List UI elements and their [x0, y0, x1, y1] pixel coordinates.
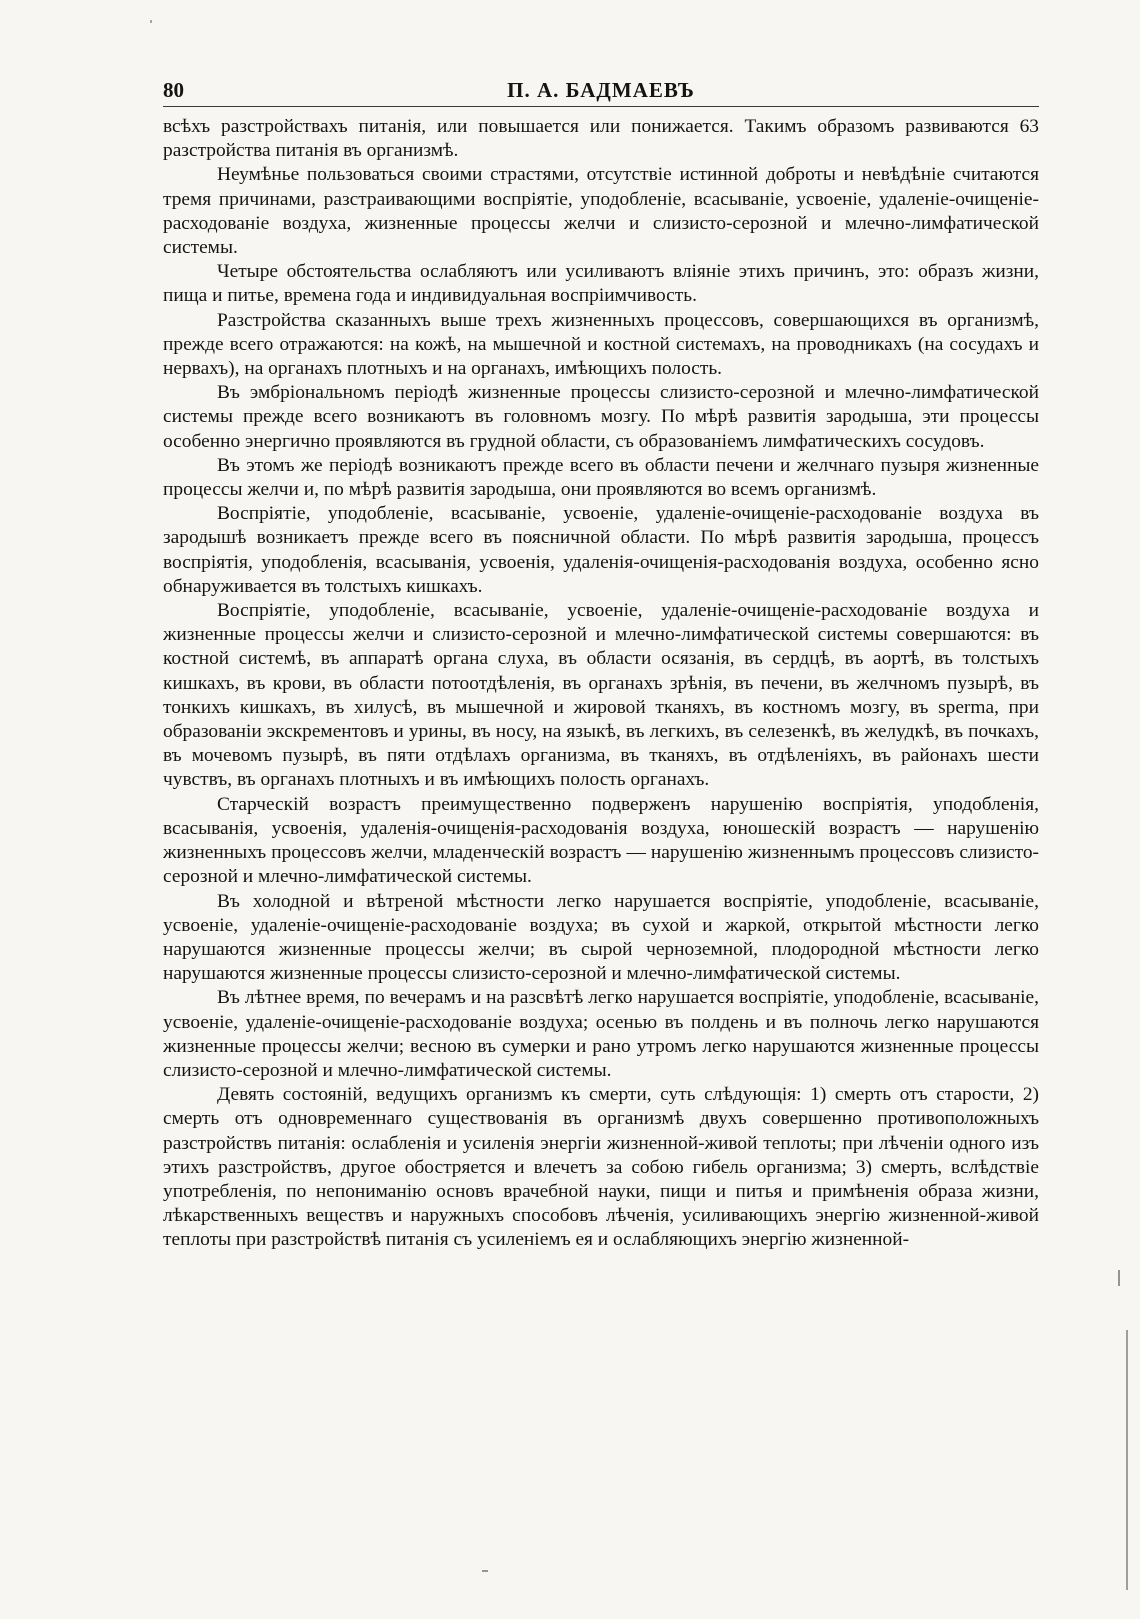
running-title: П. А. БАДМАЕВЪ: [507, 78, 695, 102]
page-header: [163, 78, 1039, 108]
paragraph: Старческій возрастъ преимущественно подверженъ нарушенію воспріятія, уподобленія, всасыванія, усвоенія, удаленія-очищенія-расходованія воздуха, юношескій возрастъ — нарушенію жизненныхъ процессовъ желчи, младенческій возрастъ — нарушенію жизненнымъ процессовъ слизисто-серозной и млечно-лимфатической системы.: [163, 793, 1039, 888]
scan-speck: [150, 20, 152, 23]
paragraph: Въ этомъ же періодѣ возникаютъ прежде всего въ области печени и желчнаго пузыря жизненные процессы желчи и, по мѣрѣ развитія зародыша, они проявляются во всемъ организмѣ.: [163, 454, 1039, 501]
paragraph: Разстройства сказанныхъ выше трехъ жизненныхъ процессовъ, совершающихся въ организмѣ, прежде всего отражаются: на кожѣ, на мышечной и костной системахъ, на проводникахъ (на сосудахъ и нервахъ), на органахъ плотныхъ и на органахъ, имѣющихъ полость.: [163, 309, 1039, 380]
paragraph: Въ эмбріональномъ періодѣ жизненные процессы слизисто-серозной и млечно-лимфатической системы прежде всего возникаютъ въ головномъ мозгу. По мѣрѣ развитія зародыша, эти процессы особенно энергично проявляются въ грудной области, съ образованіемъ лимфатическихъ сосудовъ.: [163, 382, 1039, 452]
paragraph: Четыре обстоятельства ослабляютъ или усиливаютъ вліяніе этихъ причинъ, это: образъ жизни, пища и питье, времена года и индивидуальная воспріимчивость.: [163, 261, 1039, 307]
header-rule: [163, 106, 1039, 107]
text-body: [163, 115, 1039, 1590]
paragraph: Воспріятіе, уподобленіе, всасываніе, усвоеніе, удаленіе-очищеніе-расходованіе воздуха въ зародышѣ возникаетъ прежде всего въ поясничной области. По мѣрѣ развитія зародыша, процессъ воспріятія, уподобленія, всасыванія, усвоенія, удаленія-очищенія-расходованія воздуха, особенно ясно обнаруживается въ толстыхъ кишкахъ.: [163, 503, 1039, 597]
paragraph: Воспріятіе, уподобленіе, всасываніе, усвоеніе, удаленіе-очищеніе-расходованіе воздуха и жизненные процессы желчи и слизисто-серозной и млечно-лимфатической системы совершаются: въ костной системѣ, въ аппаратѣ органа слуха, въ области осязанія, въ сердцѣ, въ аортѣ, въ толстыхъ кишкахъ, въ крови, въ области потоотдѣленія, въ органахъ зрѣнія, въ печени, въ желчномъ пузырѣ, въ тонкихъ кишкахъ, въ хилусѣ, въ мышечной и жировой тканяхъ, въ костномъ мозгу, въ sperma, при образованіи экскрементовъ и урины, въ носу, на языкѣ, въ легкихъ, въ селезенкѣ, въ желудкѣ, въ почкахъ, въ мочевомъ пузырѣ, въ пяти отдѣлахъ организма, въ тканяхъ, въ отдѣленіяхъ, въ районахъ шести чувствъ, въ органахъ плотныхъ и въ имѣющихъ полость органахъ.: [163, 600, 1039, 791]
paragraph: Въ холодной и вѣтреной мѣстности легко нарушается воспріятіе, уподобленіе, всасываніе, усвоеніе, удаленіе-очищеніе-расходованіе воздуха; въ сухой и жаркой, открытой мѣстности легко нарушаются жизненные процессы желчи; въ сырой черноземной, плодородной мѣстности легко нарушаются жизненные процессы слизисто-серозной и млечно-лимфатической системы.: [163, 890, 1039, 985]
paragraph: Въ лѣтнее время, по вечерамъ и на разсвѣтѣ легко нарушается воспріятіе, уподобленіе, всасываніе, усвоеніе, удаленіе-очищеніе-расходованіе воздуха; осенью въ полдень и въ полночь легко нарушаются жизненные процессы желчи; весною въ сумерки и рано утромъ легко нарушаются жизненные процессы слизисто-серозной и млечно-лимфатической системы.: [163, 987, 1039, 1081]
paragraph: Девять состояній, ведущихъ организмъ къ смерти, суть слѣдующія: 1) смерть отъ старости, 2) смерть отъ одновременнаго существованія въ организмѣ двухъ совершенно противоположныхъ разстройствъ питанія: ослабленія и усиленія энергіи жизненной-живой теплоты; при лѣченіи одного изъ этихъ разстройствъ, другое обостряется и влечетъ за собою гибель организма; 3) смерть, вслѣдствіе употребленія, по непониманію основъ врачебной науки, пищи и питья и примѣненія образа жизни, лѣкарственныхъ веществъ и наружныхъ способовъ лѣченія, усиливающихъ энергію жизненной-живой теплоты при разстройствѣ питанія съ усиленіемъ ея и ослабляющихъ энергію жизненной-: [163, 1084, 1039, 1251]
paragraph-continuation: всѣхъ разстройствахъ питанія, или повышается или понижается. Такимъ образомъ развиваются 63 разстройства питанія въ организмѣ.: [163, 116, 1039, 162]
scan-speck: [1118, 1270, 1120, 1286]
page-number: 80: [163, 78, 184, 102]
scan-speck: [482, 1570, 488, 1572]
paragraph: Неумѣнье пользоваться своими страстями, отсутствіе истинной доброты и невѣдѣніе считаются тремя причинами, разстраивающими воспріятіе, уподобленіе, всасываніе, усвоеніе, удаленіе-очищеніе-расходованіе воздуха, жизненные процессы желчи и слизисто-серозной и млечно-лимфатической системы.: [163, 164, 1039, 259]
scan-edge-mark: [1126, 1330, 1128, 1590]
